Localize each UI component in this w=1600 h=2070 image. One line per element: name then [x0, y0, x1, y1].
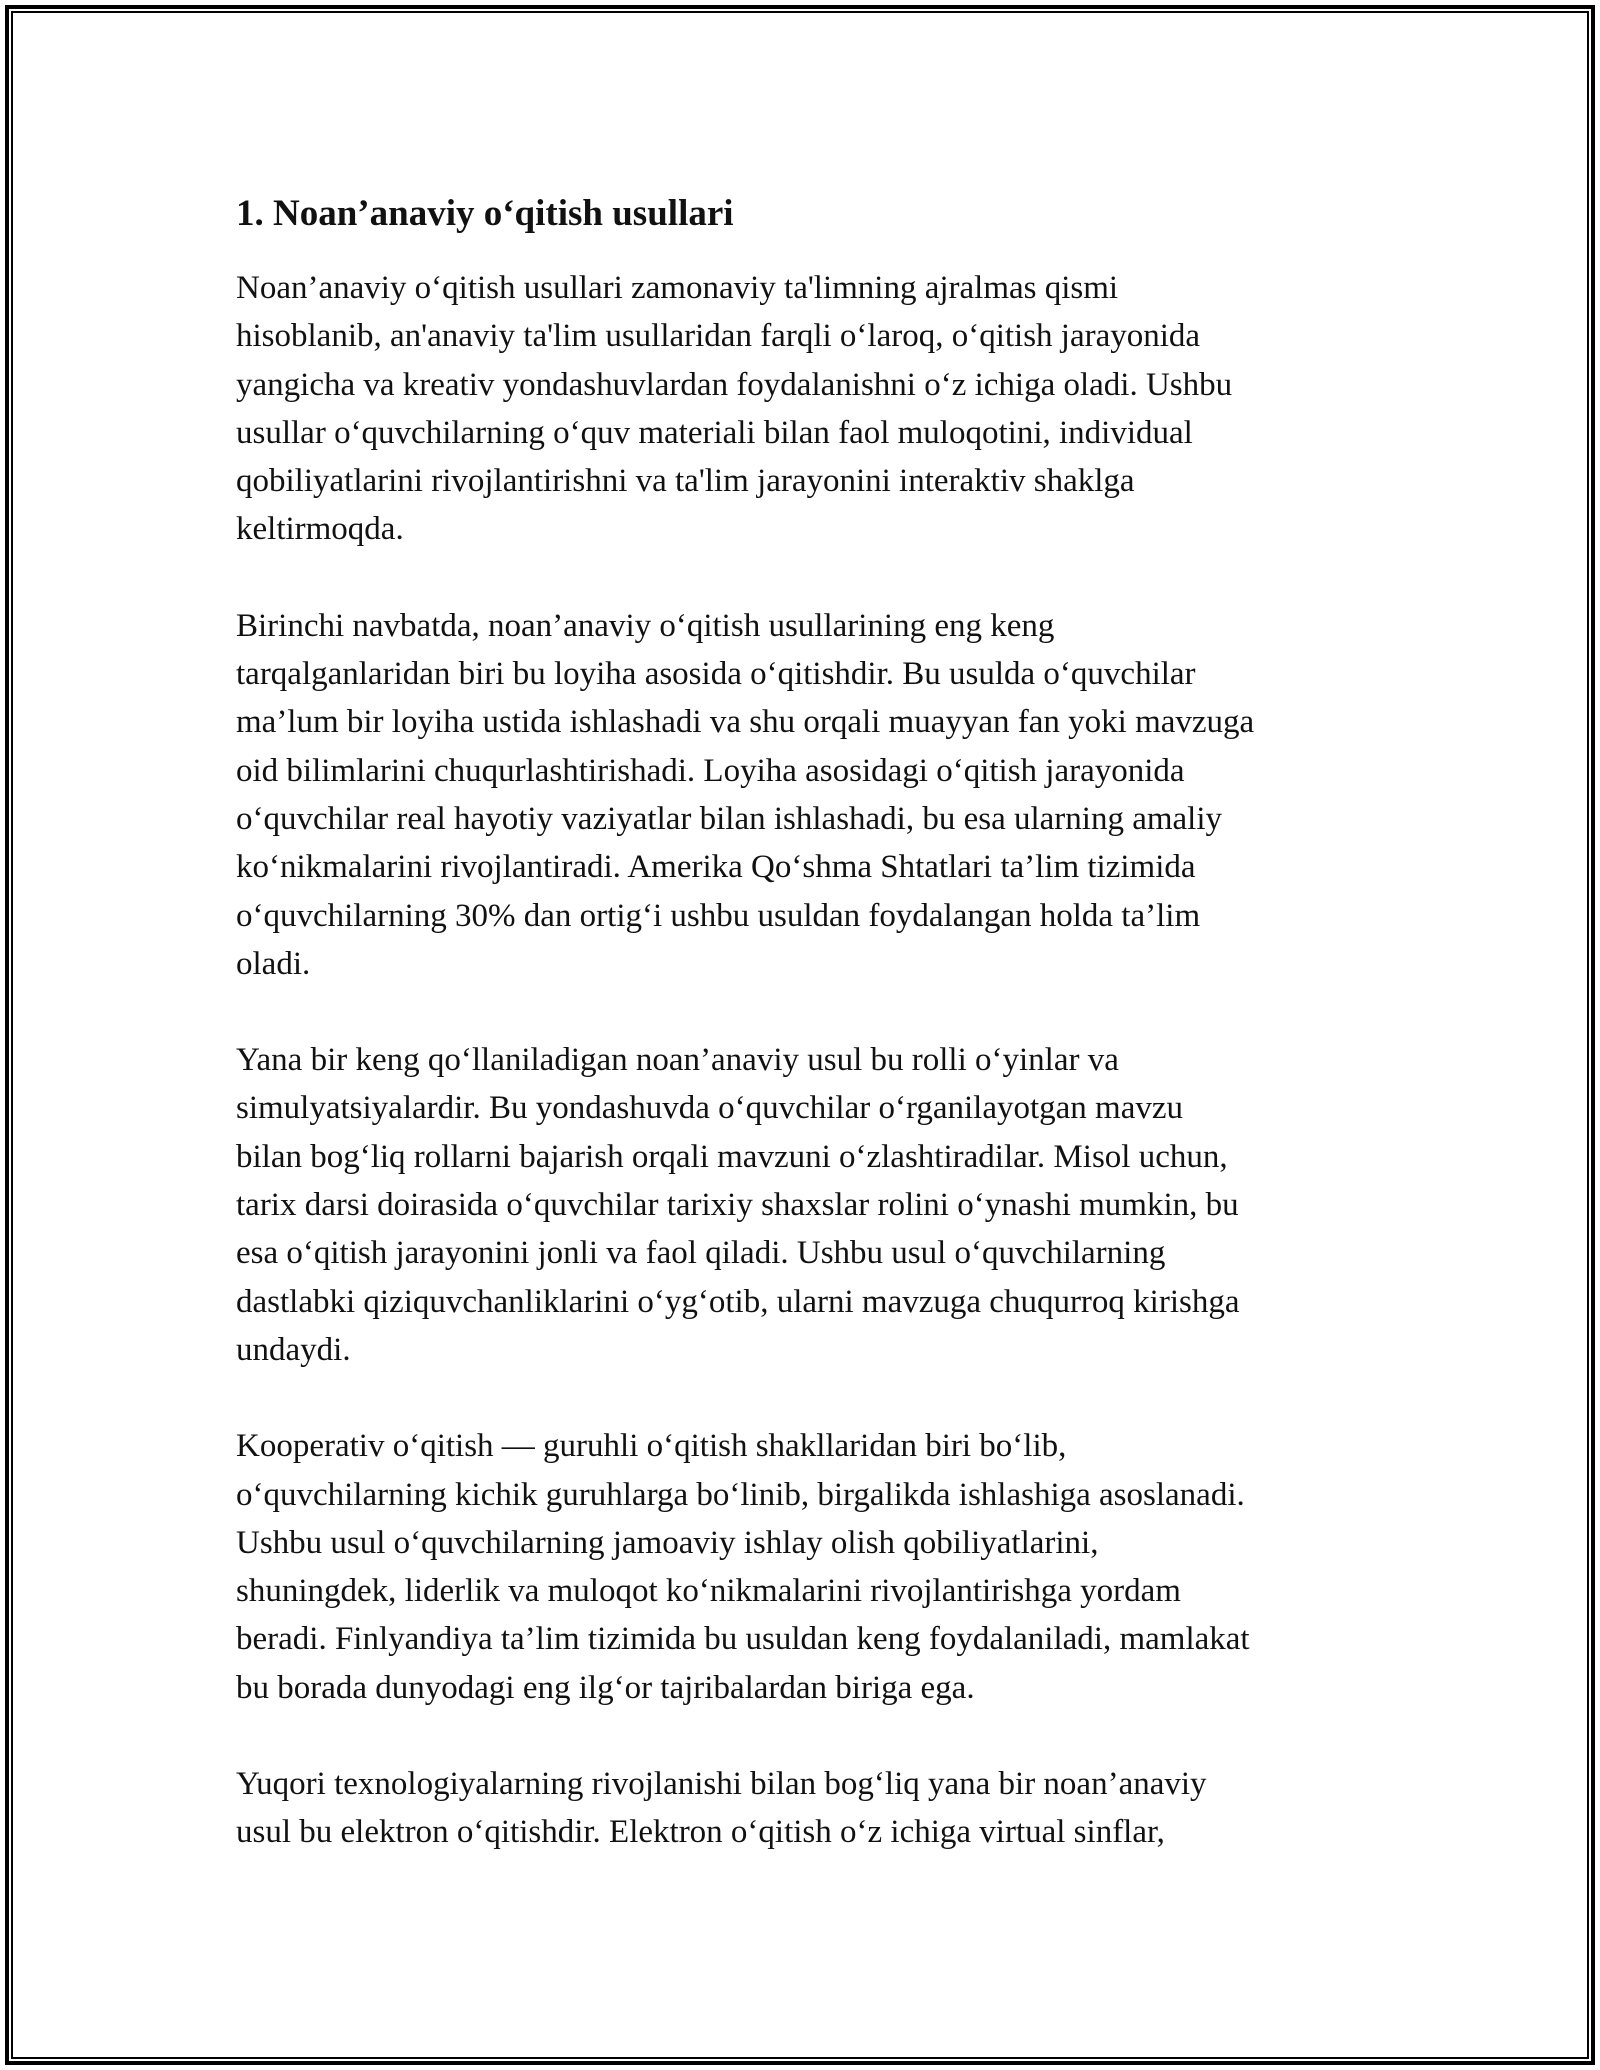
paragraph-5: Yuqori texnologiyalarning rivojlanishi bilan bog‘liq yana bir noan’anaviy usul bu elektron o‘qitishdir. Elektron o‘qitish o‘z ichiga virtual sinflar,: [236, 1766, 1207, 1851]
document-content: [236, 186, 1386, 1905]
paragraph-1: Noan’anaviy o‘qitish usullari zamonaviy ta'limning ajralmas qismi hisoblanib, an'anaviy ta'lim usullaridan farqli o‘laroq, o‘qitish jarayonida yangicha va kreativ yondashuvlardan foydalanishni o‘z ichiga oladi. Ushbu usullar o‘quvchilarning o‘quv materiali bilan faol muloqotini, individual qobiliyatlarini rivojlantirishni va ta'lim jarayonini interaktiv shaklga keltirmoqda.: [236, 270, 1233, 548]
section-heading: 1. Noan’anaviy o‘qitish usullari: [236, 193, 734, 234]
paragraph-2: Birinchi navbatda, noan’anaviy o‘qitish usullarining eng keng tarqalganlaridan biri bu loyiha asosida o‘qitishdir. Bu usulda o‘quvchilar ma’lum bir loyiha ustida ishlashadi va shu orqali muayyan fan yoki mavzuga oid bilimlarini chuqurlashtirishadi. Loyiha asosidagi o‘qitish jarayonida o‘quvchilar real hayotiy vaziyatlar bilan ishlashadi, bu esa ularning amaliy ko‘nikmalarini rivojlantiradi. Amerika Qo‘shma Shtatlari ta’lim tizimida o‘quvchilarning 30% dan ortig‘i ushbu usuldan foydalangan holda ta’lim oladi.: [236, 607, 1255, 982]
paragraph-3: Yana bir keng qo‘llaniladigan noan’anaviy usul bu rolli o‘yinlar va simulyatsiyalardir. Bu yondashuvda o‘quvchilar o‘rganilayotgan mavzu bilan bog‘liq rollarni bajarish orqali mavzuni o‘zlashtiradilar. Misol uchun, tarix darsi doirasida o‘quvchilar tarixiy shaxslar rolini o‘ynashi mumkin, bu esa o‘qitish jarayonini jonli va faol qiladi. Ushbu usul o‘quvchilarning dastlabki qiziquvchanliklarini o‘yg‘otib, ularni mavzuga chuqurroq kirishga undaydi.: [236, 1042, 1240, 1368]
paragraph-4: Kooperativ o‘qitish — guruhli o‘qitish shakllaridan biri bo‘lib, o‘quvchilarning kichik guruhlarga bo‘linib, birgalikda ishlashiga asoslanadi. Ushbu usul o‘quvchilarning jamoaviy ishlay olish qobiliyatlarini, shuningdek, liderlik va muloqot ko‘nikmalarini rivojlantirishga yordam beradi. Finlyandiya ta’lim tizimida bu usuldan keng foydalaniladi, mamlakat bu borada dunyodagi eng ilg‘or tajribalardan biriga ega.: [236, 1428, 1250, 1706]
